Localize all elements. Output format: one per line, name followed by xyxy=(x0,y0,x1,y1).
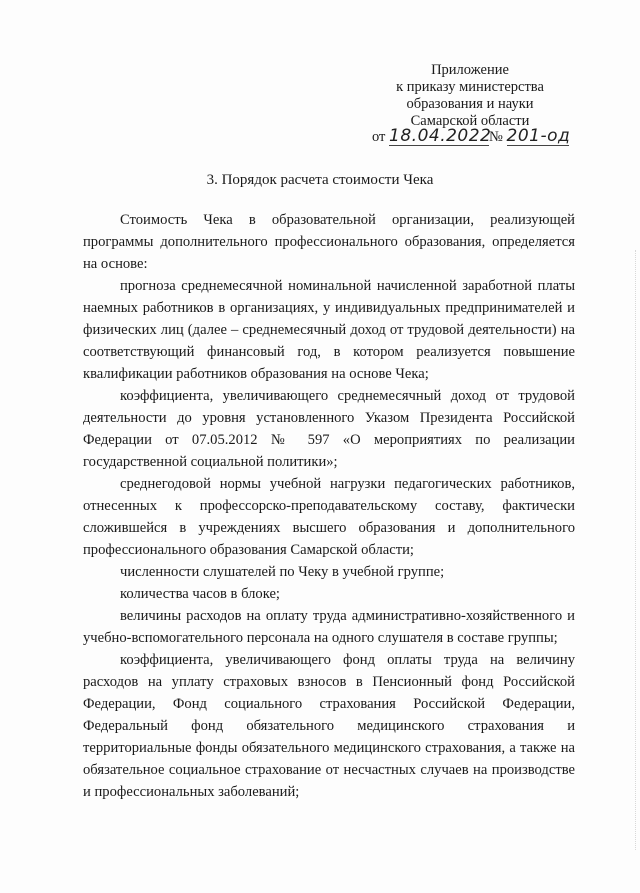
paragraph: количества часов в блоке; xyxy=(120,586,280,602)
paragraph: среднегодовой нормы учебной нагрузки педагогических работников, отнесенных к профессорско-преподавательскому составу, фактически сложившейся в учреждениях высшего образования и дополнительного профессионального образования Самарской области; xyxy=(83,476,575,558)
order-date-number xyxy=(372,128,569,146)
paragraph: численности слушателей по Чеку в учебной группе; xyxy=(120,564,445,580)
order-date: 18.04.2022 xyxy=(389,126,492,146)
order-number-label: № xyxy=(489,129,503,145)
order-prefix: от xyxy=(372,129,386,145)
scan-edge-artifact xyxy=(634,250,636,850)
order-reference: к приказу министерства xyxy=(396,79,544,95)
section-title: 3. Порядок расчета стоимости Чека xyxy=(206,172,434,188)
document-body xyxy=(83,209,575,803)
paragraph: прогноза среднемесячной номинальной начисленной заработной платы наемных работников в организациях, у индивидуальных предпринимателей и физических лиц (далее – среднемесячный доход от трудовой деятельности) на соответствующий финансовый год, в котором реализуется повышение квалификации работников образования на основе Чека; xyxy=(83,278,575,382)
appendix-header xyxy=(370,62,570,130)
appendix-label: Приложение xyxy=(431,62,509,78)
region-name: Самарской области xyxy=(410,113,530,129)
paragraph: Стоимость Чека в образовательной организации, реализующей программы дополнительного профессионального образования, определяется на основе: xyxy=(83,212,575,272)
paragraph: коэффициента, увеличивающего фонд оплаты труда на величину расходов на уплату страховых взносов в Пенсионный фонд Российской Федерации, Фонд социального страхования Российской Федерации, Федеральный фонд обязательного медицинского страхования и территориальные фонды обязательного медицинского страхования, а также на обязательное социальное страхование от несчастных случаев на производстве и профессиональных заболеваний; xyxy=(83,652,575,800)
paragraph: величины расходов на оплату труда административно-хозяйственного и учебно-вспомогательного персонала на одного слушателя в составе группы; xyxy=(83,608,575,646)
paragraph: коэффициента, увеличивающего среднемесячный доход от трудовой деятельности до уровня установленного Указом Президента Российской Федерации от 07.05.2012 № 597 «О мероприятиях по реализации государственной социальной политики»; xyxy=(83,388,575,470)
ministry-name: образования и науки xyxy=(406,96,534,112)
order-number: 201-од xyxy=(506,126,571,146)
